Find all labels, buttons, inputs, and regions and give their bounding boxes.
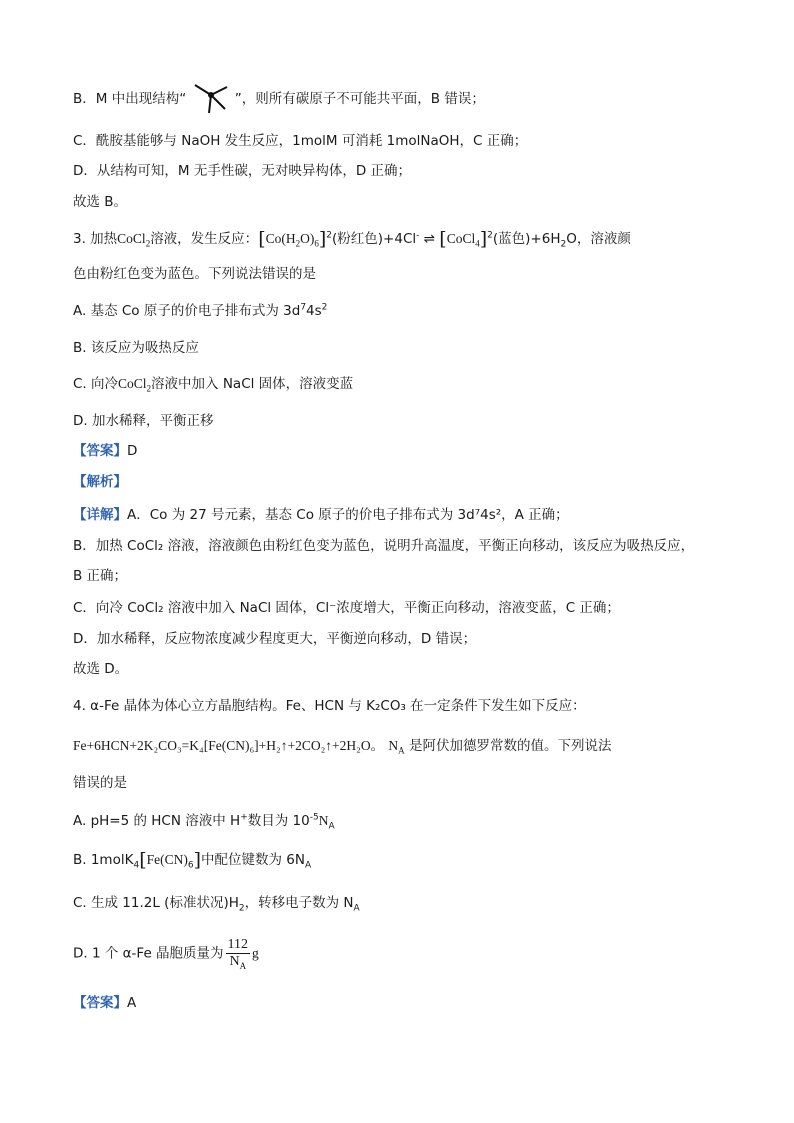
q3-option-a: A. 基态 Co 原子的价电子排布式为 $3d^74s^2$ — [73, 302, 328, 319]
equilibrium-arrow-icon: ⇌ — [419, 231, 440, 247]
q4-option-c: C. 生成 11.2L (标准状况)$H_2$，转移电子数为 $N_A$ — [73, 895, 360, 914]
q3-conclusion: 故选 D。 — [73, 661, 129, 677]
detail-label: 【详解】 — [73, 507, 127, 523]
branched-carbon-structure-icon — [191, 83, 231, 115]
q4-stem-line2: Fe+6HCN+2K₂CO₃=K₄[Fe(CN)₆]+H₂↑+2CO₂↑+2H₂O。 $N_A$ 是阿伏加德罗常数的值。下列说法 — [73, 738, 612, 756]
q3-option-d: D. 加水稀释，平衡正移 — [73, 413, 214, 429]
q3-option-b: B. 该反应为吸热反应 — [73, 340, 199, 356]
q3-stem-a: 溶液，发生反应： — [150, 231, 259, 247]
q4-option-a: A. pH=5 的 HCN 溶液中 H+数目为 $10^{-5}N_A$ — [73, 812, 335, 832]
q4-stem-line3: 错误的是 — [73, 775, 127, 791]
answer-label: 【答案】 — [73, 443, 127, 459]
tetrachloro-complex: CoCl$_4$ — [446, 231, 480, 249]
q2-b-text-pre: B．M 中出现结构“ — [73, 91, 187, 107]
q3-number: 3. 加热 — [73, 231, 118, 247]
chloride-charge: - — [416, 230, 420, 241]
mass-fraction: $\frac{112}{N_A}$ — [227, 937, 249, 971]
q4-stem-line1: 4. α-Fe 晶体为体心立方晶胞结构。Fe、HCN 与 K₂CO₃ 在一定条件下发生如下反应： — [73, 698, 586, 714]
answer-value: A — [127, 995, 137, 1011]
q3-detail-b1: B．加热 CoCl₂ 溶液，溶液颜色由粉红色变为蓝色，说明升高温度，平衡正向移动，该反应为吸热反应， — [73, 538, 695, 554]
complex-charge: 2 — [326, 230, 333, 241]
cocl2-formula: CoCl$_2$ — [117, 231, 151, 249]
q3-analysis-label: 【解析】 — [73, 474, 127, 490]
q4-option-b: B. $1molK_4[Fe(CN)_6]$中配位键数为 $6N_A$ — [73, 849, 312, 871]
hexaaqua-complex: $Co(H_2O)_6$ — [265, 231, 319, 249]
q3-blue: (蓝色)+6H — [492, 231, 561, 247]
q3-water: O，溶液颜 — [566, 231, 631, 247]
q3-pink: (粉红色)+4Cl — [332, 231, 417, 247]
tetrachloro-charge: 2 — [487, 230, 493, 241]
q2-option-c-analysis: C．酰胺基能够与 NaOH 发生反应，1molM 可消耗 1molNaOH，C 正确； — [73, 133, 528, 149]
water-sub: 2 — [560, 239, 567, 250]
q4-option-d: D. 1 个 α-Fe 晶胞质量为 $\frac{112}{N_A}$ g — [73, 937, 259, 971]
q2-option-b-analysis — [73, 83, 485, 115]
answer-value: D — [127, 443, 138, 459]
q2-option-d-analysis: D．从结构可知，M 无手性碳，无对映异构体，D 正确； — [73, 163, 412, 179]
q3-stem-line2: 色由粉红色变为蓝色。下列说法错误的是 — [73, 266, 316, 282]
q2-conclusion: 故选 B。 — [73, 194, 128, 210]
q4-equation: Fe+6HCN+2K₂CO₃=K₄[Fe(CN)₆]+H₂↑+2CO₂↑+2H₂O。 — [73, 738, 385, 753]
q3-stem-line1: 3. 加热CoCl$_2$溶液，发生反应：$[Co(H_2O)_6]^2$(粉红色)+4Cl- ⇌ [CoCl$_4$]$^2$(蓝色)$+6H_2O$，溶液颜 — [73, 228, 631, 250]
q3-detail-a: 【详解】A．Co 为 27 号元素，基态 Co 原子的价电子排布式为 3d⁷4s²，A 正确； — [73, 507, 569, 523]
q3-detail-c: C．向冷 CoCl₂ 溶液中加入 NaCl 固体，Cl⁻浓度增大，平衡正向移动，溶液变蓝，C 正确； — [73, 600, 620, 616]
q3-option-c: C. 向冷CoCl$_2$溶液中加入 NaCl 固体，溶液变蓝 — [73, 376, 354, 394]
q2-b-text-post: ”，则所有碳原子不可能共平面，B 错误； — [234, 91, 485, 107]
q3-detail-d: D．加水稀释，反应物浓度减少程度更大，平衡逆向移动，D 错误； — [73, 631, 477, 647]
q3-detail-b2: B 正确； — [73, 568, 128, 584]
q3-answer — [73, 442, 137, 460]
answer-label: 【答案】 — [73, 995, 127, 1011]
q4-answer — [73, 994, 136, 1012]
